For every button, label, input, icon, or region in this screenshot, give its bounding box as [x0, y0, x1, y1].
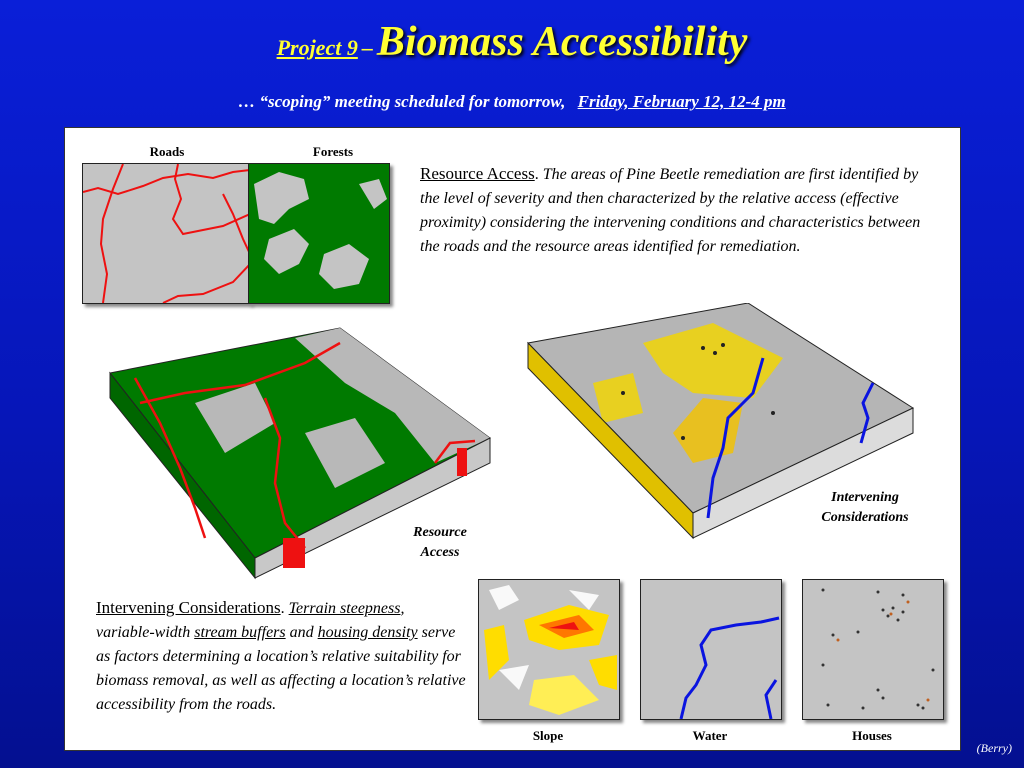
- intervening-part4: and: [285, 624, 318, 641]
- housing-density-text: housing density: [317, 624, 418, 641]
- slide-title: [0, 18, 1024, 66]
- resource-access-body: The areas of Pine Beetle remediation are first identified by the level of severity and then characterized by the relative access (effective proximity) considering the intervening conditions and characteristics between the roads and the resource areas identified for remediation.: [420, 166, 921, 255]
- content-panel: [64, 127, 961, 751]
- subtitle-lead: … “scoping” meeting scheduled for tomorrow,: [238, 92, 566, 111]
- resource-access-heading: Resource Access: [420, 164, 535, 183]
- houses-label: Houses: [852, 728, 892, 743]
- terrain-steepness-text: Terrain steepness: [288, 600, 401, 617]
- roads-map: [82, 163, 251, 304]
- resource-access-period: .: [534, 166, 539, 183]
- intervening-part2: , variable-width: [96, 600, 405, 641]
- intervening-part6: serve as factors determining a location’s relative suitability for biomass removal, as well as affecting a location’s relative accessibility from the roads.: [96, 624, 466, 713]
- credit-text: (Berry): [976, 741, 1012, 755]
- roads-label: Roads: [149, 144, 185, 159]
- intervening-heading: Intervening Considerations: [96, 598, 281, 617]
- subtitle: [0, 92, 1024, 112]
- intervening-text: [96, 596, 466, 717]
- title-dash: –: [361, 35, 373, 60]
- subtitle-date: Friday, February 12, 12-4 pm: [577, 92, 786, 111]
- forests-map: [248, 163, 390, 304]
- water-label: Water: [692, 728, 728, 743]
- project-label: Project 9: [276, 35, 358, 60]
- water-map: [640, 579, 782, 720]
- resource-access-text: [420, 162, 940, 259]
- stream-buffers-text: stream buffers: [194, 624, 286, 641]
- intervening-caption: Intervening Considerations: [821, 490, 909, 525]
- intervening-period: .: [280, 600, 285, 617]
- forests-label: Forests: [312, 144, 354, 159]
- main-title: Biomass Accessibility: [376, 19, 748, 65]
- slope-label: Slope: [532, 728, 564, 743]
- resource-access-caption: Resource Access: [413, 525, 467, 560]
- houses-map: [802, 579, 944, 720]
- slope-map: [478, 579, 620, 720]
